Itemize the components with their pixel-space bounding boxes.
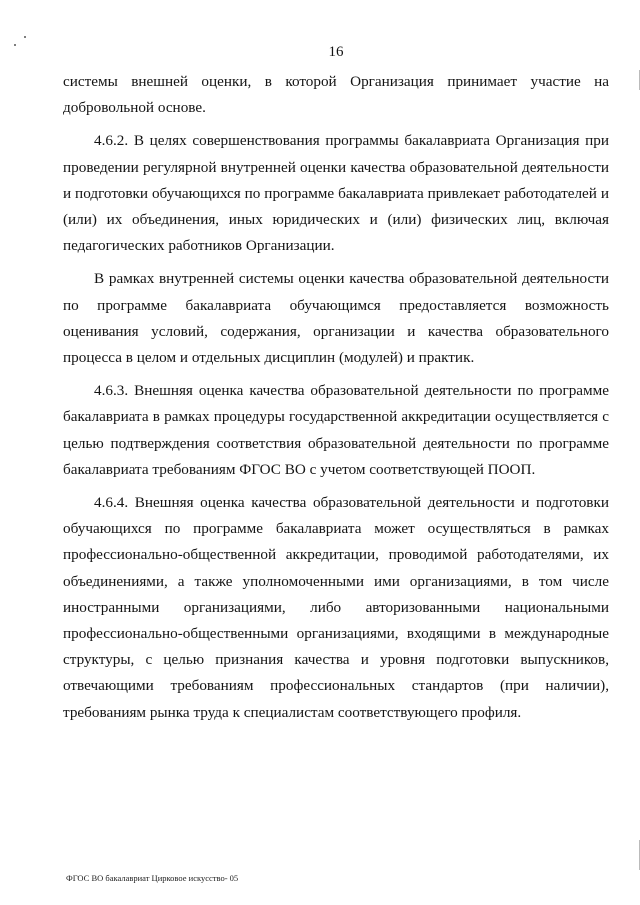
- paragraph-continuation: системы внешней оценки, в которой Организация принимает участие на добровольной основе.: [63, 73, 609, 117]
- paragraph-4-6-3: 4.6.3. Внешняя оценка качества образовательной деятельности по программе бакалавриата в рамках процедуры государственной аккредитации осуществляется с целью подтверждения соответствия образовательной деятельности по программе бакалавриата требованиям ФГОС ВО с учетом соответствующей ПООП.: [63, 382, 609, 478]
- scan-speck: [24, 36, 26, 38]
- page-footer: ФГОС ВО бакалавриат Цирковое искусство- 05: [66, 873, 239, 883]
- page-body: [63, 69, 609, 733]
- paragraph-internal-assessment: В рамках внутренней системы оценки качества образовательной деятельности по программе бакалавриата обучающимся предоставляется возможность оценивания условий, содержания, организации и качества образовательного процесса в целом и отдельных дисциплин (модулей) и практик.: [63, 270, 609, 367]
- paragraph-4-6-4: 4.6.4. Внешняя оценка качества образовательной деятельности и подготовки обучающихся по программе бакалавриата может осуществляться в рамках профессионально-общественной аккредитации, проводимой работодателями, их объединениями, а также уполномоченными ими организациями, в том числе иностранными организациями, либо авторизованными национальными профессионально-общественными организациями, входящими в международные структуры, с целью признания качества и уровня подготовки выпускников, отвечающими требованиям профессиональных стандартов (при наличии), требованиям рынка труда к специалистам соответствующего профиля.: [63, 494, 609, 721]
- paragraph-4-6-2: 4.6.2. В целях совершенствования программы бакалавриата Организация при проведении регулярной внутренней оценки качества образовательной деятельности и подготовки обучающихся по программе бакалавриата привлекает работодателей и (или) их объединения, иных юридических и (или) физических лиц, включая педагогических работников Организации.: [63, 132, 609, 255]
- page-number: 16: [328, 44, 344, 60]
